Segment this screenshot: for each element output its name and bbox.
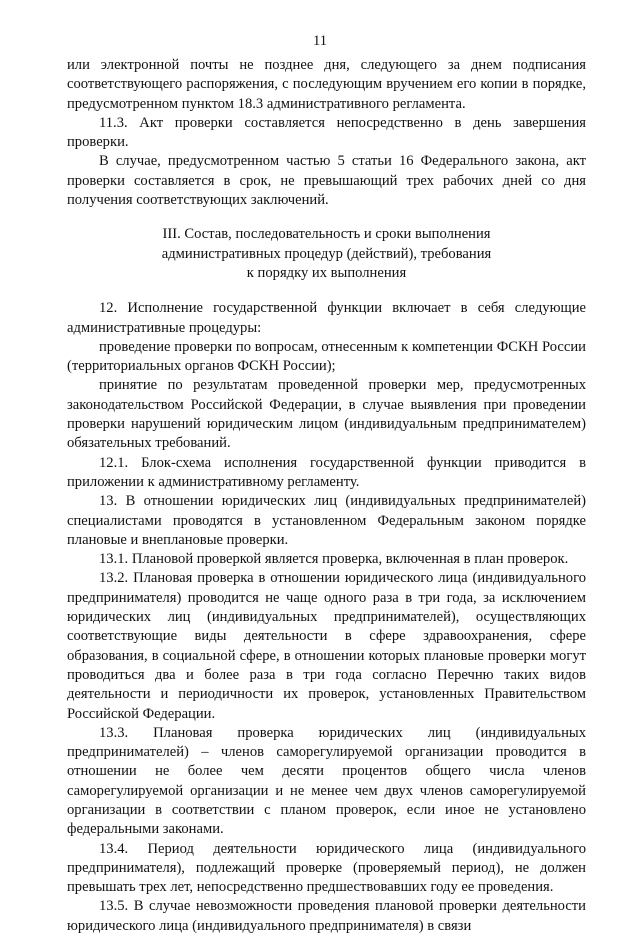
paragraph-continuation: или электронной почты не позднее дня, следующего за днем подписания соответствующего распоряжения, с последующим вручением его копии в порядке, предусмотренном пунктом 18.3 административного регламента. bbox=[67, 57, 586, 112]
paragraph-12-1: 12.1. Блок-схема исполнения государственной функции приводится в приложении к административному регламенту. bbox=[67, 454, 586, 490]
paragraph-11-3: 11.3. Акт проверки составляется непосредственно в день завершения проверки. bbox=[67, 114, 586, 151]
section-heading bbox=[67, 225, 586, 283]
paragraph-13: 13. В отношении юридических лиц (индивидуальных предпринимателей) специалистами проводятся в установленном Федеральным законом порядке плановые и внеплановые проверки. bbox=[67, 493, 586, 548]
paragraph-12-item-measures: принятие по результатам проведенной проверки мер, предусмотренных законодательством Российской Федерации, в случае выявления при проведении проверки нарушений юридическим лицом (индивидуальным предпринимателем) обязательных требований. bbox=[67, 377, 586, 452]
paragraph-13-4: 13.4. Период деятельности юридического лица (индивидуального предпринимателя), подлежащий проверке (проверяемый период), не должен превышать трех лет, непосредственно предшествовавших году ее проведения. bbox=[67, 840, 586, 896]
paragraph-11-3-exception: В случае, предусмотренном частью 5 статьи 16 Федерального закона, акт проверки составляется в срок, не превышающий трех рабочих дней со дня получения соответствующих заключений. bbox=[67, 153, 586, 209]
paragraph-13-1: 13.1. Плановой проверкой является проверка, включенная в план проверок. bbox=[99, 551, 569, 568]
document-body bbox=[67, 56, 586, 936]
paragraph-13-3: 13.3. Плановая проверка юридических лиц (индивидуальных предпринимателей) – членов саморегулируемой организации проводится в отношении не более чем десяти процентов общего числа членов саморегулируемой организации и не менее чем двух членов саморегулируемой организации в соответствии с планом проверок, если иное не установлено федеральными законами. bbox=[67, 724, 586, 838]
section-heading-line: III. Состав, последовательность и сроки выполнения bbox=[162, 226, 491, 243]
paragraph-12: 12. Исполнение государственной функции включает в себя следующие административные процедуры: bbox=[67, 300, 586, 336]
section-heading-line: к порядку их выполнения bbox=[246, 264, 407, 281]
section-heading-line: административных процедур (действий), требования bbox=[161, 245, 492, 262]
paragraph-12-item-inspection: проведение проверки по вопросам, отнесенным к компетенции ФСКН России (территориальных органов ФСКН России); bbox=[67, 338, 586, 375]
paragraph-13-2: 13.2. Плановая проверка в отношении юридического лица (индивидуального предпринимателя) проводится не чаще одного раза в три года, за исключением юридических лиц (индивидуальных предпринимателей), осуществляющих соответствующие виды деятельности в сфере здравоохранения, сфере образования, в социальной сфере, в отношении которых плановые проверки могут проводиться два и более раза в три года согласно Перечню таких видов деятельности и периодичности их проверок, установленных Правительством Российской Федерации. bbox=[67, 570, 586, 722]
paragraph-13-5: 13.5. В случае невозможности проведения плановой проверки деятельности юридического лица (индивидуального предпринимателя) в связи bbox=[67, 898, 586, 934]
page-number: 11 bbox=[313, 33, 327, 49]
